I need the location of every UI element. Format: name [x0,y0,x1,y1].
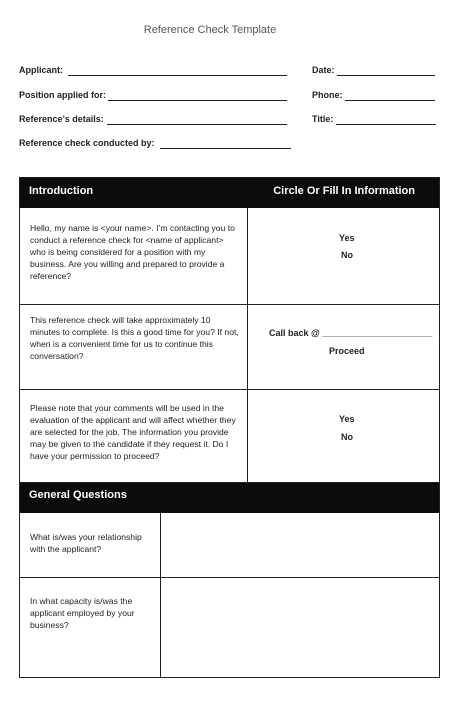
answer-no-3[interactable]: No [341,432,353,442]
answer-yes-3[interactable]: Yes [339,414,355,424]
phone-field[interactable] [345,100,435,101]
introduction-table-header [20,178,439,208]
date-field[interactable] [337,75,435,76]
document-title: Reference Check Template [143,24,277,36]
row-divider [20,304,439,305]
reference-details-label: Reference’s details: [19,114,104,124]
general-question-2: In what capacity is/was the applicant employed by your business? [30,596,135,630]
introduction-table [19,177,440,483]
row-divider [20,389,439,390]
column-divider [247,208,248,483]
general-questions-table [19,482,440,678]
conducted-by-label: Reference check conducted by: [19,138,155,148]
phone-label: Phone: [312,90,343,100]
title-field[interactable] [336,124,436,125]
general-question-1: What is/was your relationship with the applicant? [30,532,142,554]
call-back-field[interactable]: Call back @ ______________________ [269,328,433,338]
position-applied-label: Position applied for: [19,90,106,100]
answer-no-1[interactable]: No [341,250,353,260]
general-answer-1[interactable] [161,514,439,576]
intro-question-2: This reference check will take approximately 10 minutes to complete. Is this a good time for you? If not, when is a convenient time for us to continue this conversation? [30,315,239,361]
general-questions-heading: General Questions [29,489,127,501]
intro-question-1: Hello, my name is <your name>. I’m contacting you to conduct a reference check for <name of applicant> who is being considered for a position with my business. Are you willing and prepared to provide a reference? [30,223,235,281]
reference-details-field[interactable] [107,124,287,125]
applicant-label: Applicant: [19,65,63,75]
general-answer-2[interactable] [161,578,439,677]
applicant-field[interactable] [68,75,287,76]
conducted-by-field[interactable] [160,148,291,149]
answer-proceed[interactable]: Proceed [329,346,365,356]
general-questions-header [20,483,439,513]
intro-question-3: Please note that your comments will be used in the evaluation of the applicant and will affect whether they are selected for the job. The information you provide may be given to the candidate if they request it. Do I have your permission to proceed? [30,403,236,461]
circle-fill-heading: Circle Or Fill In Information [273,185,415,197]
introduction-heading: Introduction [29,185,94,197]
answer-yes-1[interactable]: Yes [339,233,355,243]
title-label: Title: [312,114,334,124]
position-applied-field[interactable] [108,100,287,101]
date-label: Date: [312,65,335,75]
